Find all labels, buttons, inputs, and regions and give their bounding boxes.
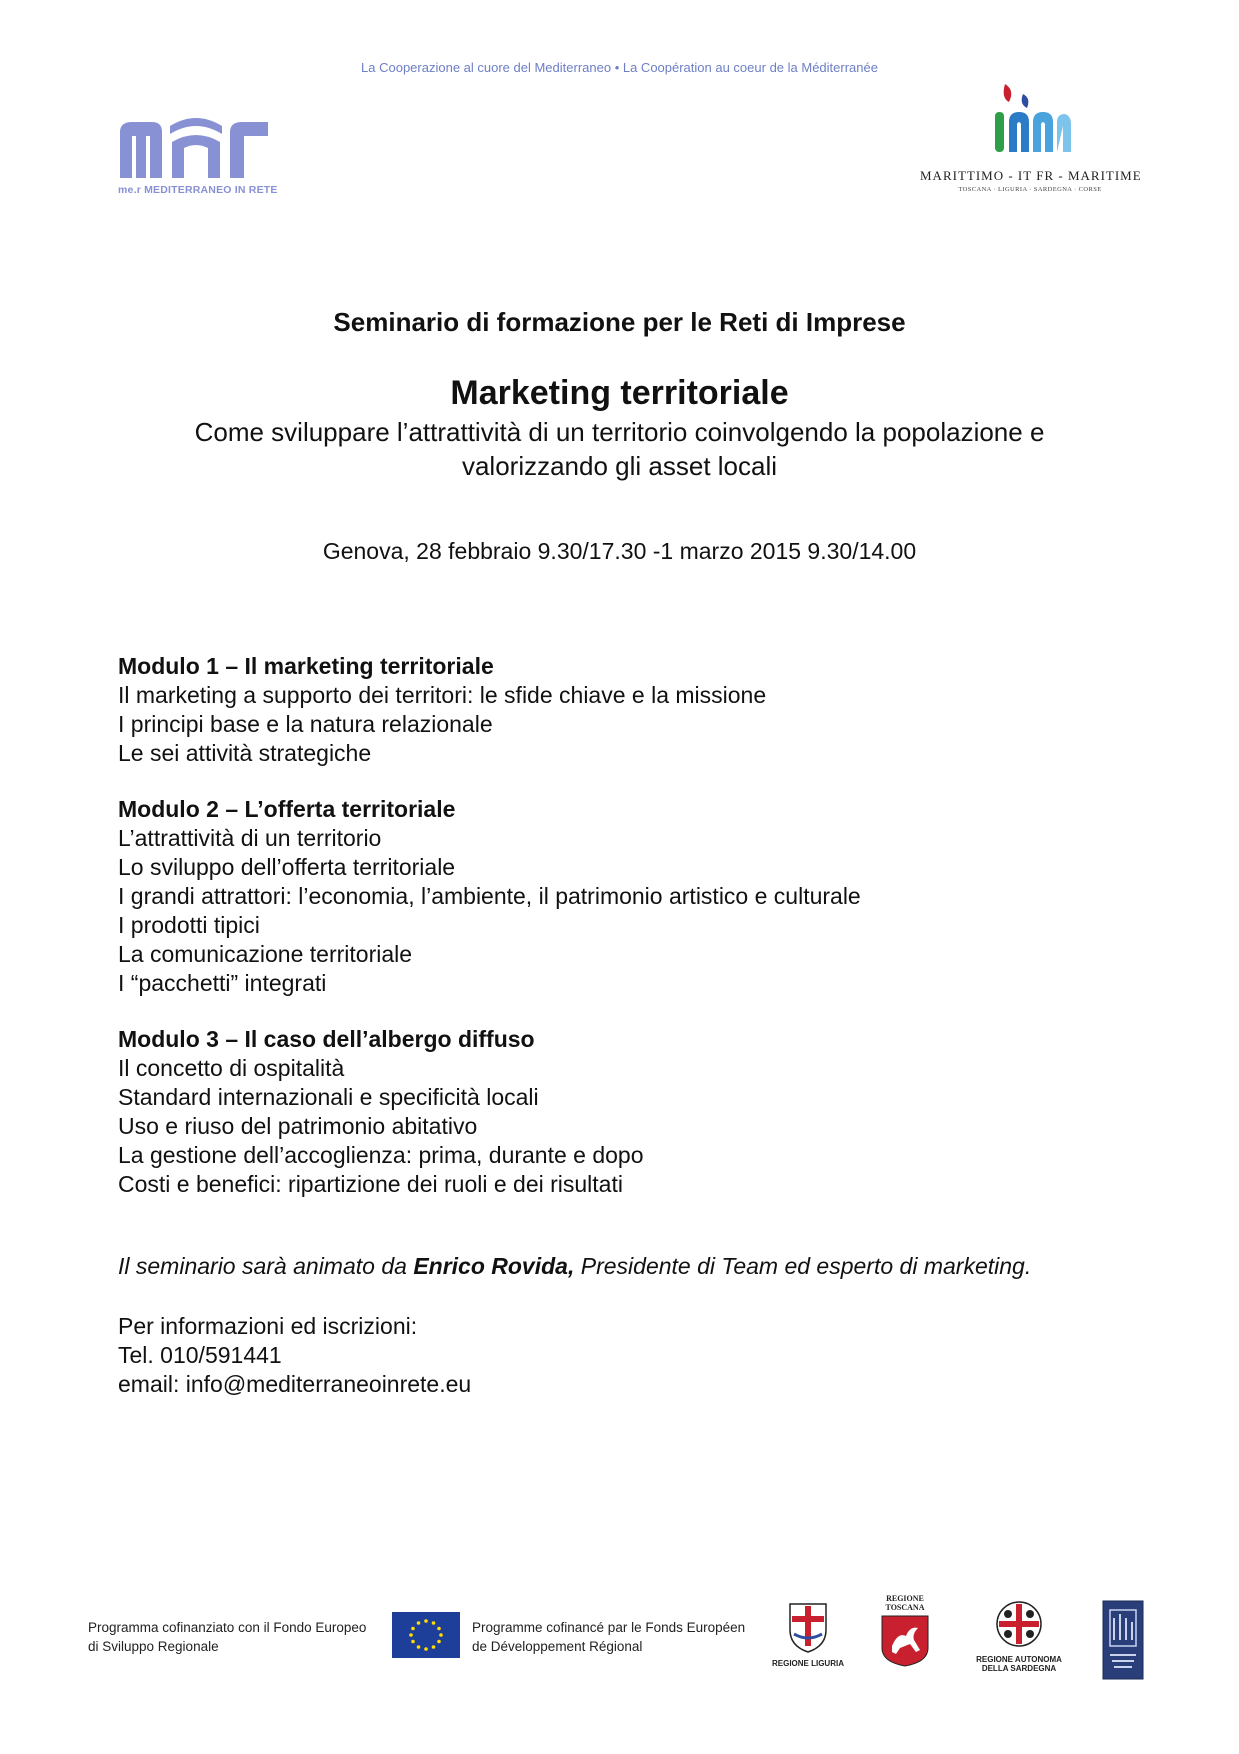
module-title: Modulo 2 – L’offerta territoriale — [118, 796, 456, 822]
module-2 — [118, 795, 1138, 998]
contact-info — [118, 1312, 818, 1399]
funding-text-fr-line-1: Programme cofinancé par le Fonds Européen — [472, 1620, 746, 1635]
header-tagline: La Cooperazione al cuore del Mediterraneo • La Coopération au coeur de la Méditerranée — [361, 60, 878, 75]
marittimo-logo-regions: TOSCANA · LIGURIA · SARDEGNA · CORSE — [958, 186, 1102, 193]
document-subtitle — [120, 415, 1119, 483]
module-item: I “pacchetti” integrati — [118, 970, 327, 996]
module-item: Uso e riuso del patrimonio abitativo — [118, 1113, 478, 1139]
sardegna-shield-icon — [964, 1600, 1074, 1650]
module-title: Modulo 1 – Il marketing territoriale — [118, 653, 494, 679]
sardegna-label-line-2: DELLA SARDEGNA — [981, 1664, 1057, 1673]
program-modules — [118, 652, 1138, 1226]
regione-sardegna-logo — [964, 1600, 1074, 1678]
liguria-shield-icon — [768, 1600, 848, 1654]
module-item: Costi e benefici: ripartizione dei ruoli e dei risultati — [118, 1171, 623, 1197]
regione-toscana-logo — [876, 1594, 934, 1676]
module-title: Modulo 3 – Il caso dell’albergo diffuso — [118, 1026, 535, 1052]
marittimo-emblem-icon — [985, 82, 1075, 164]
toscana-label-line-2: TOSCANA — [885, 1603, 925, 1612]
mer-logo — [118, 108, 298, 208]
subtitle-line-2: valorizzando gli asset locali — [461, 451, 778, 481]
contact-intro: Per informazioni ed iscrizioni: — [118, 1313, 418, 1339]
marittimo-logo-name: MARITTIMO - IT FR - MARITIME — [920, 168, 1142, 183]
credit-suffix: Presidente di Team ed esperto di marketing. — [574, 1253, 1032, 1279]
eu-flag-icon — [392, 1612, 460, 1658]
liguria-label: REGIONE LIGURIA — [771, 1659, 844, 1668]
subtitle-line-1: Come sviluppare l’attrattività di un territorio coinvolgendo la popolazione e — [194, 417, 1045, 447]
sardegna-label-line-1: REGIONE AUTONOMA — [976, 1655, 1062, 1664]
funding-text-fr — [472, 1618, 772, 1656]
seminar-credit — [118, 1253, 1138, 1280]
module-item: Lo sviluppo dell’offerta territoriale — [118, 854, 456, 880]
module-3 — [118, 1025, 1138, 1199]
module-item: La comunicazione territoriale — [118, 941, 413, 967]
funding-text-fr-line-2: de Développement Régional — [472, 1639, 643, 1654]
module-item: La gestione dell’accoglienza: prima, durante e dopo — [118, 1142, 644, 1168]
regione-liguria-logo — [768, 1600, 848, 1670]
module-item: I prodotti tipici — [118, 912, 260, 938]
contact-email: email: info@mediterraneoinrete.eu — [118, 1371, 472, 1397]
funding-text-it — [88, 1618, 388, 1656]
funding-text-it-line-2: di Sviluppo Regionale — [88, 1639, 219, 1654]
module-item: L’attrattività di un territorio — [118, 825, 382, 851]
module-item: Standard internazionali e specificità locali — [118, 1084, 539, 1110]
collectivite-corse-logo-icon — [1102, 1600, 1144, 1680]
funding-text-it-line-1: Programma cofinanziato con il Fondo Europeo — [88, 1620, 367, 1635]
module-item: I principi base e la natura relazionale — [118, 711, 493, 737]
toscana-label-line-1: REGIONE — [886, 1594, 924, 1603]
document-title: Marketing territoriale — [450, 374, 789, 412]
mer-logo-subtitle: me.r MEDITERRANEO IN RETE — [118, 184, 278, 196]
credit-speaker-name: Enrico Rovida, — [413, 1253, 575, 1279]
module-1 — [118, 652, 1138, 768]
mer-wordmark-icon — [118, 108, 290, 180]
seminar-kicker: Seminario di formazione per le Reti di Imprese — [333, 307, 906, 337]
contact-phone: Tel. 010/591441 — [118, 1342, 282, 1368]
module-item: I grandi attrattori: l’economia, l’ambiente, il patrimonio artistico e culturale — [118, 883, 861, 909]
toscana-pegasus-icon — [876, 1612, 934, 1668]
credit-prefix: Il seminario sarà animato da — [118, 1253, 414, 1279]
event-dateline: Genova, 28 febbraio 9.30/17.30 -1 marzo 2015 9.30/14.00 — [322, 538, 917, 564]
marittimo-logo — [920, 82, 1140, 197]
module-item: Il marketing a supporto dei territori: le sfide chiave e la missione — [118, 682, 767, 708]
module-item: Le sei attività strategiche — [118, 740, 372, 766]
funding-footer — [0, 1590, 1239, 1700]
module-item: Il concetto di ospitalità — [118, 1055, 345, 1081]
